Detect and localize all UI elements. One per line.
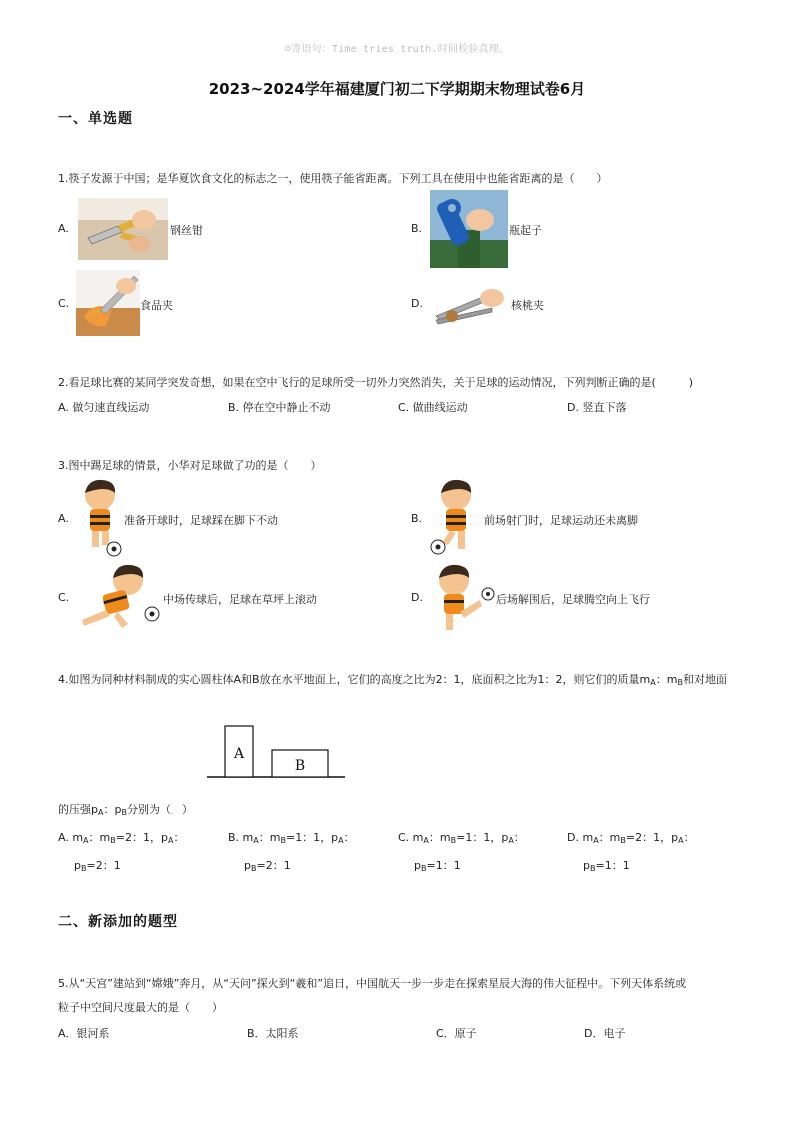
q3-option-b-letter[interactable]: B. — [411, 512, 423, 525]
block-b-label: B — [294, 758, 306, 774]
q4-option-b[interactable]: B. $m_A$：$m_B=1$：1，$p_A$： — [228, 831, 355, 845]
question-3-stem: 3.图中踢足球的情景，小华对足球做了功的是（ ） — [58, 459, 322, 472]
q1-option-b-caption: 瓶起子 — [509, 224, 542, 237]
q2-option-c[interactable]: C. 做曲线运动 — [398, 401, 468, 414]
block-a-label: A — [233, 746, 245, 762]
q5-option-d[interactable]: D．电子 — [584, 1027, 626, 1040]
q4-option-b-line2[interactable]: $p_B=2$：1 — [244, 859, 291, 873]
q3-option-c-letter[interactable]: C. — [58, 591, 70, 604]
q4-stem-part: 和对地面 — [682, 673, 727, 686]
question-5-stem-line2: 粒子中空间尺度最大的是（ ） — [58, 1001, 223, 1014]
q1-option-a-letter[interactable]: A. — [58, 222, 69, 235]
bottle-opener-image — [430, 190, 508, 268]
q4-option-mass-ratio: 1：1 — [295, 831, 321, 844]
q2-option-d[interactable]: D. 竖直下落 — [567, 401, 627, 414]
q3-option-d-caption: 后场解围后，足球腾空向上飞行 — [496, 593, 650, 606]
q3-option-b-caption: 前场射门时，足球运动还未离脚 — [484, 514, 638, 527]
q4-stem-part: 分别为（ ） — [126, 803, 193, 816]
nutcracker-image — [430, 276, 510, 328]
q4-option-letter: D. — [567, 831, 579, 844]
q4-option-letter: C. — [398, 831, 410, 844]
q4-option-d-line2[interactable]: $p_B=1$：1 — [583, 859, 630, 873]
boy-clearing-ball-image — [428, 562, 498, 634]
q4-stem-part: ：m — [655, 673, 678, 686]
question-1-stem: 1.筷子发源于中国；是华夏饮食文化的标志之一，使用筷子能省距离。下列工具在使用中也能省距离的是（ ） — [58, 172, 608, 185]
question-4-stem — [58, 671, 727, 687]
q4-option-pressure-ratio: 2：1 — [95, 859, 121, 872]
q4-option-c[interactable]: C. $m_A$：$m_B=1$：1，$p_A$： — [398, 831, 525, 845]
q4-stem-part: 的压强p — [58, 803, 98, 816]
pliers-image — [78, 198, 168, 260]
q4-option-mass-ratio: 2：1 — [124, 831, 150, 844]
watermark: ☺寄语句：Time tries truth.时间检验真理。 — [284, 44, 510, 55]
q3-option-a-caption: 准备开球时，足球踩在脚下不动 — [124, 514, 278, 527]
q4-option-pressure-ratio: 1：1 — [604, 859, 630, 872]
q4-stem-part: 4.如图为同种材料制成的实心圆柱体A和B放在水平地面上，它们的高度之比为2：1，底面积之比为1：2，则它们的质量m — [58, 673, 651, 686]
food-tongs-image — [76, 270, 140, 336]
q4-option-c-line2[interactable]: $p_B=1$：1 — [414, 859, 461, 873]
q1-option-a-caption: 钢丝钳 — [170, 224, 203, 237]
q1-option-d-caption: 核桃夹 — [511, 299, 544, 312]
question-5-stem: 5.从“天宫”建站到“嫦娥”奔月，从“天问”探火到“羲和”追日，中国航天一步一步走在探索星辰大海的伟大征程中。下列天体系统或 — [58, 977, 687, 990]
boy-passing-ball-image — [76, 562, 162, 632]
section-heading-new-type: 二、新添加的题型 — [58, 914, 178, 930]
q4-option-d[interactable]: D. $m_A$：$m_B=2$：1，$p_A$： — [567, 831, 695, 845]
q3-option-a-letter[interactable]: A. — [58, 512, 69, 525]
q4-subscript: B — [121, 808, 127, 817]
q5-option-a[interactable]: A．银河系 — [58, 1027, 110, 1040]
q4-option-mass-ratio: 2：1 — [635, 831, 661, 844]
q4-option-a[interactable]: A. $m_A$：$m_B=2$：1，$p_A$： — [58, 831, 185, 845]
q4-option-letter: B. — [228, 831, 240, 844]
q4-stem-part: ：p — [103, 803, 122, 816]
boy-shooting-goal-image — [428, 477, 482, 559]
page-title: 2023~2024学年福建厦门初二下学期期末物理试卷6月 — [208, 80, 586, 98]
boy-ball-under-foot-image — [76, 477, 126, 559]
q4-option-pressure-ratio: 1：1 — [435, 859, 461, 872]
question-2-stem: 2.看足球比赛的某同学突发奇想，如果在空中飞行的足球所受一切外力突然消失，关于足球的运动情况，下列判断正确的是( ) — [58, 376, 694, 389]
q4-option-a-line2[interactable]: $p_B=2$：1 — [74, 859, 121, 873]
question-4-stem-continued — [58, 801, 193, 817]
q4-subscript: A — [97, 808, 104, 817]
cylinders-figure — [205, 720, 350, 780]
q4-subscript: B — [677, 678, 683, 687]
q5-option-b[interactable]: B．太阳系 — [247, 1027, 299, 1040]
section-heading-single-choice: 一、单选题 — [58, 111, 133, 127]
q2-option-b[interactable]: B. 停在空中静止不动 — [228, 401, 331, 414]
q1-option-b-letter[interactable]: B. — [411, 222, 423, 235]
q2-option-a[interactable]: A. 做匀速直线运动 — [58, 401, 150, 414]
q4-option-pressure-ratio: 2：1 — [265, 859, 291, 872]
q4-subscript: A — [650, 678, 656, 687]
q5-option-c[interactable]: C．原子 — [436, 1027, 477, 1040]
q3-option-d-letter[interactable]: D. — [411, 591, 423, 604]
q3-option-c-caption: 中场传球后，足球在草坪上滚动 — [163, 593, 317, 606]
q1-option-c-caption: 食品夹 — [140, 299, 173, 312]
q4-option-letter: A. — [58, 831, 69, 844]
q1-option-c-letter[interactable]: C. — [58, 297, 70, 310]
q4-option-mass-ratio: 1：1 — [465, 831, 491, 844]
q1-option-d-letter[interactable]: D. — [411, 297, 423, 310]
